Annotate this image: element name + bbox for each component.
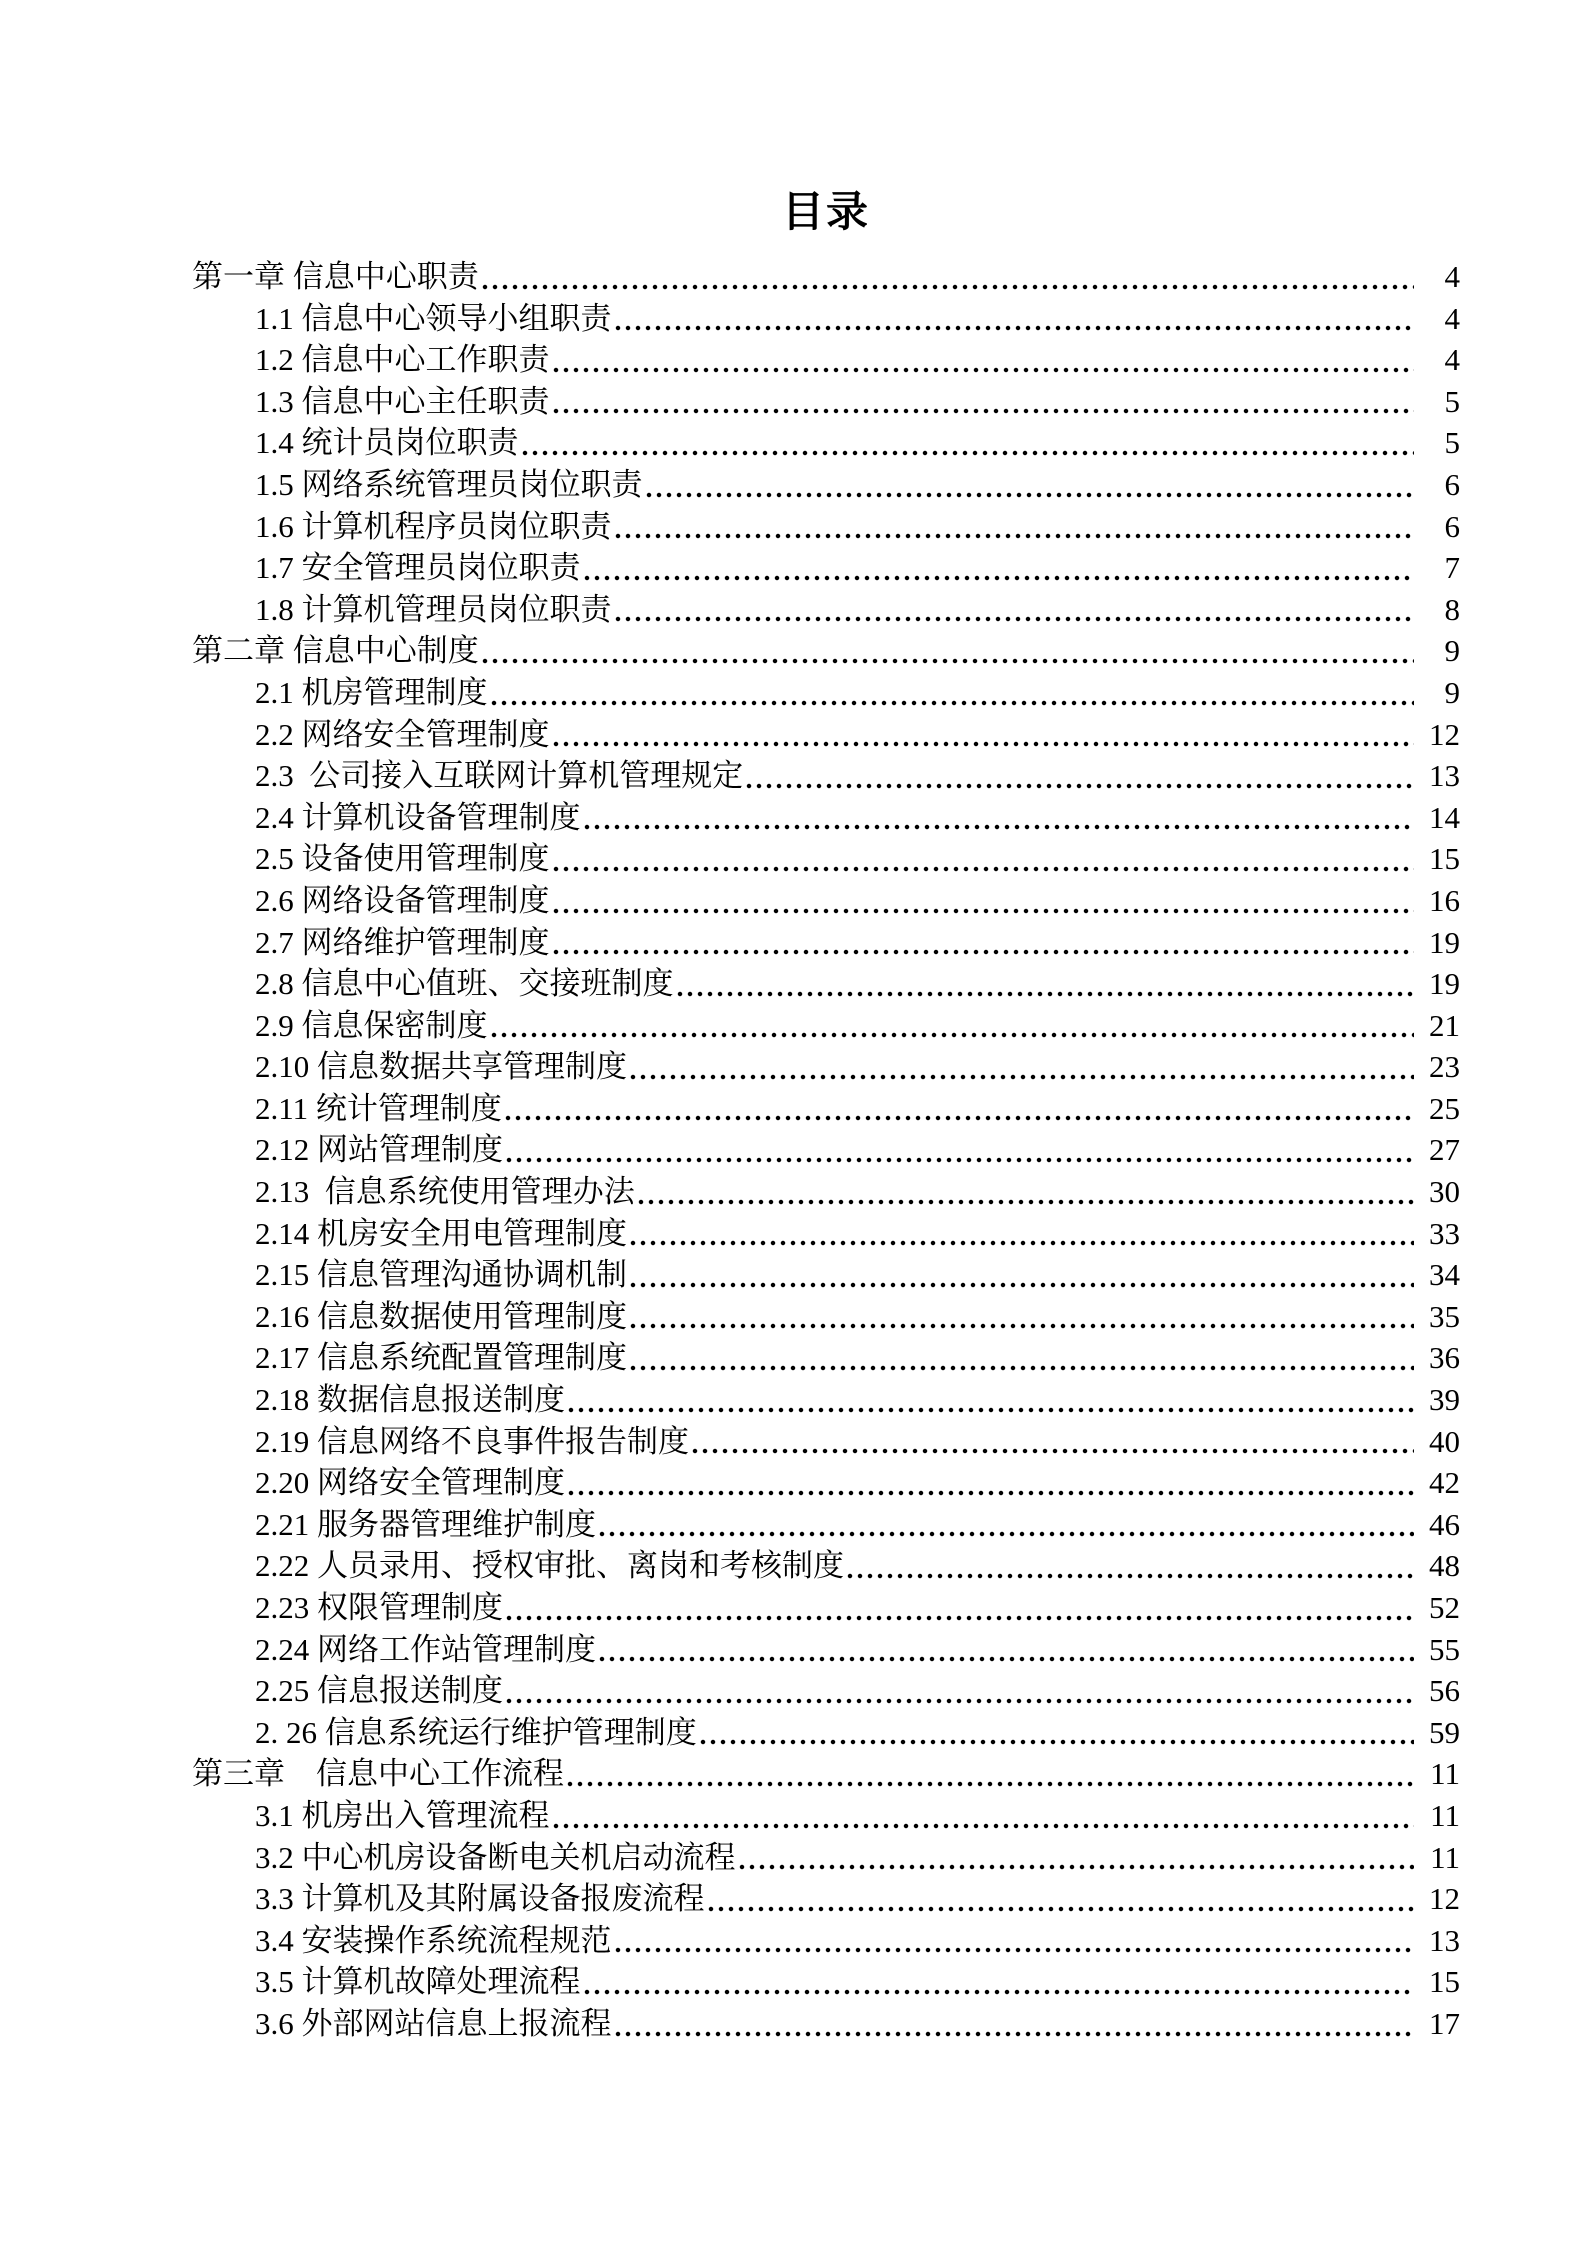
toc-entry[interactable]: [192, 755, 1460, 797]
toc-entry[interactable]: [192, 422, 1460, 464]
toc-entry[interactable]: [192, 1795, 1460, 1837]
toc-entry[interactable]: [192, 630, 1460, 672]
toc-entry-page: 48: [1429, 1548, 1460, 1584]
toc-entry[interactable]: [192, 838, 1460, 880]
toc-entry-page: 15: [1429, 1964, 1460, 2000]
toc-entry-page: 9: [1444, 633, 1460, 669]
toc-entry-label: 第三章 信息中心工作流程: [192, 1756, 564, 1792]
toc-leader-dots: [597, 1629, 1414, 1671]
toc-leader-dots: [675, 963, 1415, 1005]
toc-leader-dots: [551, 880, 1415, 922]
toc-leader-dots: [698, 1712, 1414, 1754]
toc-entry-page: 16: [1429, 882, 1460, 918]
toc-leader-dots: [744, 755, 1414, 797]
toc-entry-label: 2.11 统计管理制度: [255, 1090, 502, 1126]
toc-entry-page: 11: [1430, 1756, 1460, 1792]
toc-entry[interactable]: [192, 589, 1460, 631]
toc-entry[interactable]: [192, 963, 1460, 1005]
toc-entry[interactable]: [192, 1046, 1460, 1088]
toc-leader-dots: [504, 1129, 1414, 1171]
toc-entry-page: 19: [1429, 924, 1460, 960]
toc-leader-dots: [628, 1296, 1414, 1338]
toc-entry-page: 34: [1429, 1257, 1460, 1293]
toc-leader-dots: [613, 506, 1415, 548]
table-of-contents: [192, 256, 1460, 2045]
toc-entry-label: 3.2 中心机房设备断电关机启动流程: [255, 1839, 736, 1875]
toc-entry[interactable]: [192, 880, 1460, 922]
toc-entry-label: 1.1 信息中心领导小组职责: [255, 300, 612, 336]
toc-entry-label: 第一章 信息中心职责: [192, 259, 479, 294]
toc-entry-page: 25: [1429, 1090, 1460, 1126]
toc-entry-page: 12: [1429, 1881, 1460, 1917]
toc-entry-page: 17: [1429, 2005, 1460, 2041]
toc-entry-label: 1.6 计算机程序员岗位职责: [255, 508, 612, 544]
toc-leader-dots: [566, 1462, 1414, 1504]
toc-entry-label: 1.8 计算机管理员岗位职责: [255, 591, 612, 627]
toc-entry-page: 21: [1429, 1007, 1460, 1043]
toc-entry-label: 3.1 机房出入管理流程: [255, 1797, 550, 1833]
toc-entry-page: 36: [1429, 1340, 1460, 1376]
toc-entry[interactable]: [192, 1337, 1460, 1379]
toc-entry-page: 9: [1444, 674, 1460, 710]
toc-leader-dots: [706, 1878, 1415, 1920]
toc-leader-dots: [582, 797, 1415, 839]
toc-entry[interactable]: [192, 256, 1460, 298]
toc-entry-page: 5: [1444, 425, 1460, 461]
toc-entry[interactable]: [192, 714, 1460, 756]
page-title: 目录: [781, 190, 870, 236]
toc-entry-label: 2.18 数据信息报送制度: [255, 1382, 565, 1418]
toc-entry[interactable]: [192, 1961, 1460, 2003]
toc-entry[interactable]: [192, 797, 1460, 839]
toc-entry-label: 1.7 安全管理员岗位职责: [255, 550, 581, 586]
toc-leader-dots: [489, 672, 1415, 714]
toc-entry-label: 3.3 计算机及其附属设备报废流程: [255, 1881, 705, 1917]
toc-entry-label: 1.4 统计员岗位职责: [255, 425, 519, 461]
toc-leader-dots: [597, 1504, 1414, 1546]
toc-entry[interactable]: [192, 1171, 1460, 1213]
toc-entry-label: 2.24 网络工作站管理制度: [255, 1631, 596, 1667]
toc-entry-label: 2.19 信息网络不良事件报告制度: [255, 1423, 689, 1459]
toc-entry-page: 40: [1429, 1423, 1460, 1459]
toc-entry-page: 14: [1429, 799, 1460, 835]
toc-leader-dots: [504, 1670, 1414, 1712]
toc-entry[interactable]: [192, 1296, 1460, 1338]
toc-entry-page: 12: [1429, 716, 1460, 752]
toc-leader-dots: [480, 256, 1414, 298]
toc-entry-label: 2.21 服务器管理维护制度: [255, 1506, 596, 1542]
toc-entry-page: 11: [1430, 1839, 1460, 1875]
toc-entry-label: 2.5 设备使用管理制度: [255, 841, 550, 877]
toc-entry-label: 2.14 机房安全用电管理制度: [255, 1215, 627, 1251]
toc-leader-dots: [551, 922, 1415, 964]
toc-entry[interactable]: [192, 1254, 1460, 1296]
toc-entry-label: 3.6 外部网站信息上报流程: [255, 2005, 612, 2041]
toc-entry-label: 2.6 网络设备管理制度: [255, 882, 550, 918]
toc-leader-dots: [628, 1337, 1414, 1379]
toc-entry-page: 5: [1444, 383, 1460, 419]
toc-entry-page: 15: [1429, 841, 1460, 877]
toc-entry[interactable]: [192, 672, 1460, 714]
toc-entry[interactable]: [192, 506, 1460, 548]
toc-leader-dots: [551, 339, 1415, 381]
toc-leader-dots: [582, 547, 1415, 589]
toc-entry-page: 55: [1429, 1631, 1460, 1667]
toc-entry-label: 2.16 信息数据使用管理制度: [255, 1298, 627, 1334]
toc-leader-dots: [644, 464, 1415, 506]
toc-entry-page: 56: [1429, 1673, 1460, 1709]
toc-entry-page: 13: [1429, 1922, 1460, 1958]
toc-entry-label: 3.5 计算机故障处理流程: [255, 1964, 581, 2000]
toc-entry-label: 2.3 公司接入互联网计算机管理规定: [255, 758, 744, 794]
toc-leader-dots: [613, 2003, 1415, 2045]
toc-entry[interactable]: [192, 1712, 1460, 1754]
toc-entry-label: 2.15 信息管理沟通协调机制: [255, 1257, 627, 1293]
toc-entry-page: 4: [1444, 342, 1460, 378]
toc-leader-dots: [520, 422, 1415, 464]
toc-entry-label: 2.2 网络安全管理制度: [255, 716, 550, 752]
toc-entry-page: 35: [1429, 1298, 1460, 1334]
toc-entry-page: 4: [1444, 300, 1460, 336]
toc-entry-label: 2.1 机房管理制度: [255, 674, 488, 710]
toc-leader-dots: [551, 1795, 1415, 1837]
toc-leader-dots: [690, 1421, 1414, 1463]
toc-entry[interactable]: [192, 1129, 1460, 1171]
toc-entry-label: 2.12 网站管理制度: [255, 1132, 503, 1168]
toc-entry-label: 2.7 网络维护管理制度: [255, 924, 550, 960]
toc-entry[interactable]: [192, 339, 1460, 381]
toc-leader-dots: [636, 1171, 1414, 1213]
toc-entry-label: 第二章 信息中心制度: [192, 633, 479, 669]
toc-entry[interactable]: [192, 1670, 1460, 1712]
toc-entry[interactable]: [192, 2003, 1460, 2045]
toc-leader-dots: [551, 381, 1415, 423]
toc-entry-page: 30: [1429, 1174, 1460, 1210]
toc-entry[interactable]: [192, 464, 1460, 506]
toc-entry-page: 39: [1429, 1382, 1460, 1418]
toc-entry-page: 11: [1430, 1797, 1460, 1833]
toc-leader-dots: [565, 1753, 1414, 1795]
toc-leader-dots: [582, 1961, 1415, 2003]
toc-leader-dots: [551, 838, 1415, 880]
toc-entry-page: 6: [1444, 508, 1460, 544]
toc-entry-page: 33: [1429, 1215, 1460, 1251]
toc-entry-label: 2.4 计算机设备管理制度: [255, 799, 581, 835]
toc-leader-dots: [613, 1920, 1415, 1962]
toc-entry-label: 3.4 安装操作系统流程规范: [255, 1922, 612, 1958]
toc-leader-dots: [489, 1005, 1415, 1047]
toc-leader-dots: [628, 1213, 1414, 1255]
toc-entry-page: 59: [1429, 1714, 1460, 1750]
toc-leader-dots: [551, 714, 1415, 756]
toc-entry[interactable]: [192, 298, 1460, 340]
toc-leader-dots: [737, 1837, 1415, 1879]
toc-entry-label: 2.23 权限管理制度: [255, 1590, 503, 1625]
toc-entry[interactable]: [192, 1213, 1460, 1255]
toc-entry[interactable]: [192, 1629, 1460, 1671]
toc-leader-dots: [845, 1545, 1414, 1587]
toc-entry[interactable]: [192, 1005, 1460, 1047]
toc-entry-label: 2.9 信息保密制度: [255, 1007, 488, 1043]
toc-entry-page: 27: [1429, 1132, 1460, 1168]
toc-entry-label: 2.13 信息系统使用管理办法: [255, 1174, 635, 1210]
toc-entry-page: 4: [1444, 259, 1460, 294]
toc-entry-page: 46: [1429, 1506, 1460, 1542]
toc-leader-dots: [480, 630, 1414, 672]
toc-entry-page: 6: [1444, 466, 1460, 502]
toc-leader-dots: [613, 298, 1415, 340]
toc-leader-dots: [613, 589, 1415, 631]
toc-entry[interactable]: [192, 1545, 1460, 1587]
toc-entry-label: 1.3 信息中心主任职责: [255, 383, 550, 419]
toc-entry-label: 2.22 人员录用、授权审批、离岗和考核制度: [255, 1548, 844, 1584]
toc-entry-page: 19: [1429, 966, 1460, 1002]
toc-entry[interactable]: [192, 1920, 1460, 1962]
toc-leader-dots: [628, 1046, 1414, 1088]
toc-entry[interactable]: [192, 1504, 1460, 1546]
toc-entry[interactable]: [192, 1088, 1460, 1130]
toc-entry-label: 1.2 信息中心工作职责: [255, 342, 550, 378]
toc-entry-label: 1.5 网络系统管理员岗位职责: [255, 466, 643, 502]
toc-entry[interactable]: [192, 1753, 1460, 1795]
toc-entry-page: 8: [1444, 591, 1460, 627]
toc-entry-label: 2.25 信息报送制度: [255, 1673, 503, 1709]
toc-entry[interactable]: [192, 1421, 1460, 1463]
toc-leader-dots: [566, 1379, 1414, 1421]
toc-leader-dots: [628, 1254, 1414, 1296]
toc-entry-label: 2. 26 信息系统运行维护管理制度: [255, 1714, 697, 1750]
toc-entry[interactable]: [192, 547, 1460, 589]
toc-entry[interactable]: [192, 1878, 1460, 1920]
toc-leader-dots: [503, 1088, 1414, 1130]
toc-entry-label: 2.20 网络安全管理制度: [255, 1465, 565, 1501]
toc-entry-page: 52: [1429, 1590, 1460, 1625]
toc-entry-page: 13: [1429, 758, 1460, 794]
toc-entry[interactable]: [192, 1379, 1460, 1421]
toc-entry[interactable]: [192, 1462, 1460, 1504]
toc-entry[interactable]: [192, 922, 1460, 964]
toc-entry-label: 2.10 信息数据共享管理制度: [255, 1049, 627, 1085]
toc-entry-label: 2.8 信息中心值班、交接班制度: [255, 966, 674, 1002]
toc-entry-page: 42: [1429, 1465, 1460, 1501]
toc-entry-label: 2.17 信息系统配置管理制度: [255, 1340, 627, 1376]
toc-entry[interactable]: [192, 1587, 1460, 1629]
toc-entry-page: 7: [1444, 550, 1460, 586]
toc-entry[interactable]: [192, 381, 1460, 423]
toc-entry-page: 23: [1429, 1049, 1460, 1085]
toc-leader-dots: [504, 1587, 1414, 1629]
toc-entry[interactable]: [192, 1837, 1460, 1879]
